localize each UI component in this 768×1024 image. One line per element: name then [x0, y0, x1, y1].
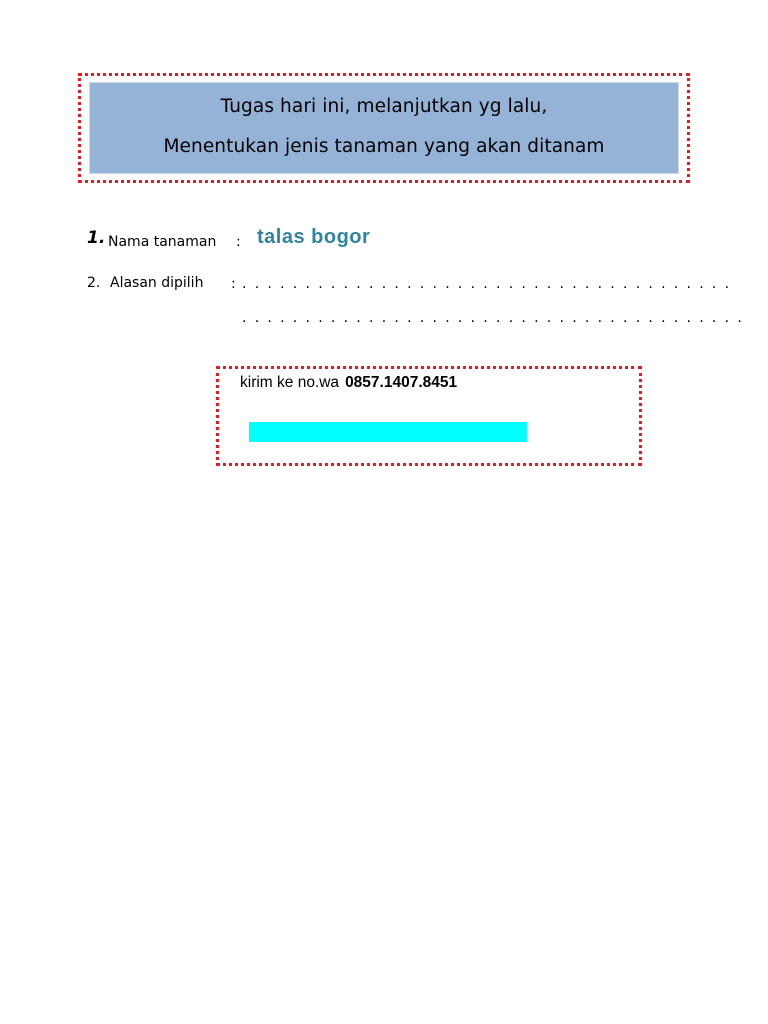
item-2-answer-line-2: . . . . . . . . . . . . . . . . . . . . . . . . . . . . . . . . . . . . . . . .	[242, 310, 744, 326]
item-1-answer: talas bogor	[257, 226, 371, 248]
item-1-label: Nama tanaman	[108, 234, 217, 250]
item-2-colon: :	[231, 276, 236, 292]
header-box	[89, 82, 679, 174]
send-phone-number: 0857.1407.8451	[345, 374, 458, 391]
highlight-bar	[249, 422, 527, 442]
item-2-number: 2.	[87, 275, 101, 291]
item-2-label: Alasan dipilih	[110, 275, 204, 291]
send-instruction	[240, 374, 457, 392]
header-title-line-1: Tugas hari ini, melanjutkan yg lalu,	[220, 96, 548, 117]
item-1-number: 1.	[87, 228, 106, 248]
header-title-line-2: Menentukan jenis tanaman yang akan ditanam	[163, 136, 605, 157]
item-2-answer-line-1: . . . . . . . . . . . . . . . . . . . . . . . . . . . . . . . . . . . . . . .	[242, 276, 731, 292]
send-frame	[216, 366, 642, 466]
item-1-colon: :	[236, 234, 241, 250]
send-label: kirim ke no.wa	[240, 374, 340, 391]
header-frame	[78, 73, 690, 183]
